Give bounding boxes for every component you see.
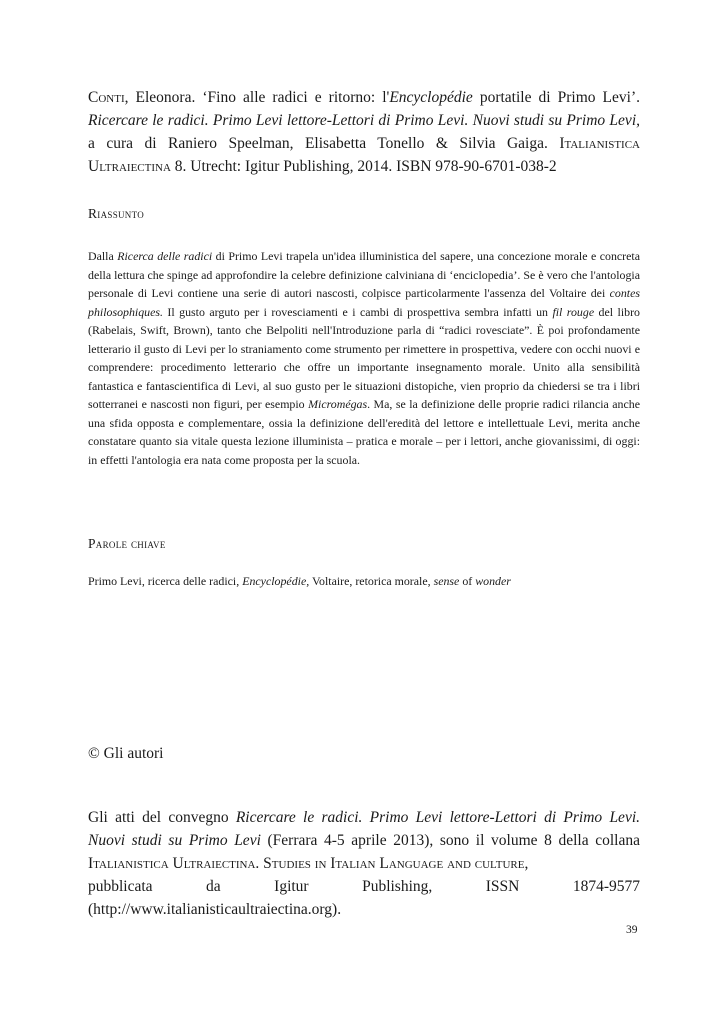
riassunto-italic: fil rouge — [552, 304, 595, 319]
citation-publication: 8. Utrecht: Igitur Publishing, 2014. ISBN 978-90-6701-038-2 — [170, 158, 557, 175]
citation-editors: a cura di Raniero Speelman, Elisabetta Tonello & Silvia Gaiga. — [88, 135, 560, 152]
citation-title-start: ‘Fino alle radici e ritorno: l' — [202, 89, 390, 106]
keyword-italic: sense — [433, 574, 460, 588]
atti-part: (Ferrara 4-5 aprile 2013), sono il volume 8 della collana — [260, 832, 640, 849]
citation-block — [88, 86, 640, 178]
keyword-italic: Encyclopédie, — [242, 574, 310, 588]
parole-chiave-text — [88, 572, 640, 590]
citation-title-end: portatile di Primo Levi’. — [472, 89, 640, 106]
copyright-notice: © Gli autori — [88, 745, 164, 762]
citation-author-surname: Conti — [88, 89, 125, 106]
atti-publisher-line: pubblicata da Igitur Publishing, ISSN 1874-9577 — [88, 878, 640, 895]
atti-part: , — [524, 855, 529, 872]
riassunto-part: di Primo Levi trapela un'idea illuministica del sapere, una concezione morale e concreta della lettura che spinge ad approfondire la celebre definizione calviniana di ‘enciclopedia’. Se è vero che l'antologia personale di Levi contiene una serie di autori nascosti, colpisce particolarmente l'assenza del Voltaire dei — [88, 249, 640, 301]
atti-series: Italianistica Ultraiectina. Studies in Italian Language and culture — [88, 855, 525, 872]
atti-block — [88, 806, 640, 921]
keyword-italic: wonder — [475, 574, 511, 588]
riassunto-part: . Ma, se la definizione delle proprie radici rilancia anche una sfida opposta e complementare, ossia la definizione dell'eredità del lettore e intellettuale Levi, merita anche constatare quanto sia vitale questa lezione illuminista – pratica e morale – per i lettori, anche giovanissimi, di oggi: in effetti l'antologia era nata come proposta per la scuola. — [88, 397, 641, 468]
riassunto-italic: Ricerca delle radici — [117, 249, 213, 263]
keyword-part: Primo Levi, ricerca delle radici, — [88, 574, 243, 588]
citation-author-name: , Eleonora. — [124, 89, 203, 106]
atti-book-title: Ricercare le radici. Primo Levi lettore-Lettori di Primo Levi. Nuovi studi su Primo Levi — [88, 809, 640, 849]
riassunto-part: Dalla — [88, 249, 118, 263]
riassunto-heading: Riassunto — [88, 206, 145, 221]
riassunto-italic: contes philosophiques. — [88, 286, 640, 319]
keyword-part: Voltaire, retorica morale, — [309, 574, 434, 588]
parole-chiave-heading: Parole chiave — [88, 536, 166, 551]
atti-url: (http://www.italianisticaultraiectina.org). — [88, 901, 342, 918]
atti-part: Gli atti del convegno — [88, 809, 236, 826]
riassunto-text — [88, 247, 640, 470]
riassunto-italic: Micromégas — [308, 397, 368, 412]
keyword-part: of — [459, 574, 476, 588]
citation-series: Italianistica Ultraiectina — [88, 135, 640, 175]
riassunto-part: Il gusto arguto per i rovesciamenti e i cambi di prospettiva sembra infatti un — [162, 304, 553, 319]
citation-title-italic: Encyclopédie — [389, 89, 473, 106]
page-number: 39 — [626, 924, 638, 936]
riassunto-part: del libro (Rabelais, Swift, Brown), tanto che Belpoliti nell'Introduzione parla di “radici rovesciate”. È poi profondamente letterario il gusto di Levi per lo straniamento come strumento per rimettere in prospettiva, vedere con occhi nuovi e comprendere: procedimento letterario che offre un importante insegnamento morale. Unito alla sensibilità fantastica e fantascientifica di Levi, al suo gusto per le situazioni distopiche, vien proprio da chiedersi se tra i libri sotterranei e nascosti non figuri, per esempio — [88, 304, 640, 412]
citation-book-title: Ricercare le radici. Primo Levi lettore-Lettori di Primo Levi. Nuovi studi su Primo Levi, — [88, 112, 640, 129]
